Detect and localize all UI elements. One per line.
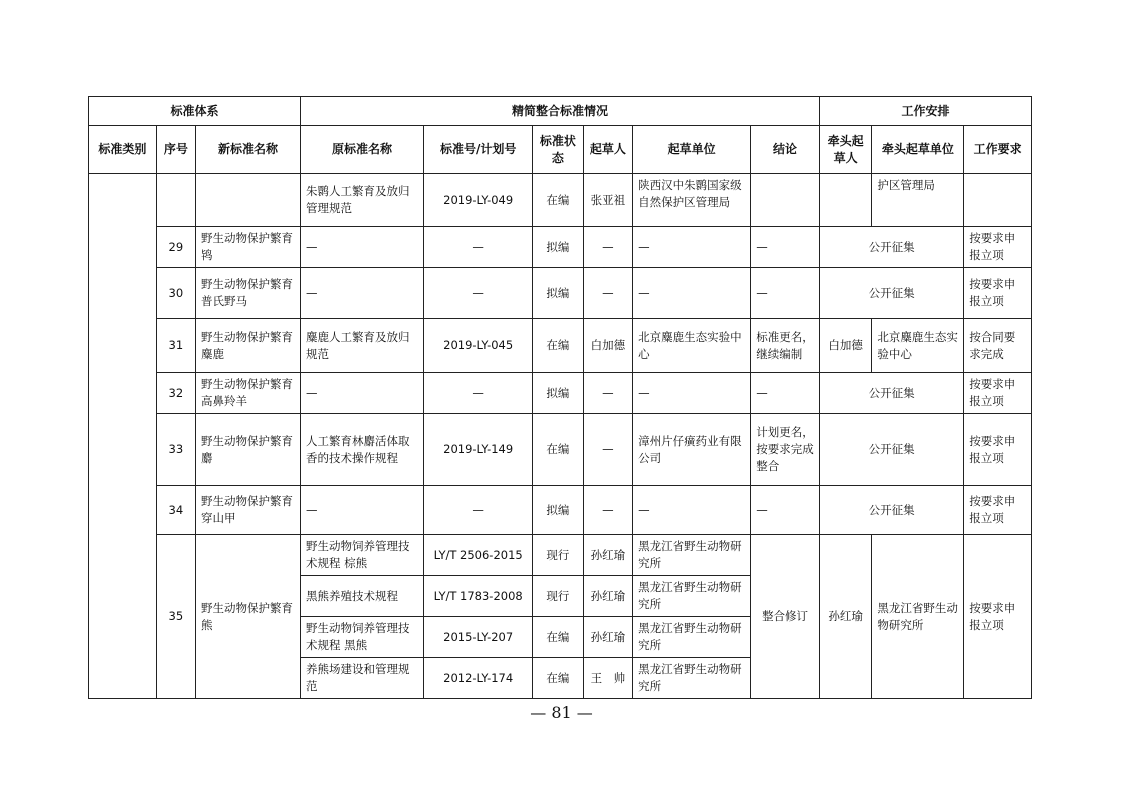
work-arrangement-cell: 公开征集	[819, 414, 963, 486]
header-new-name: 新标准名称	[196, 126, 301, 174]
status-cell: 在编	[533, 319, 583, 373]
table-row	[89, 535, 1032, 576]
drafter-unit-cell: 漳州片仔癀药业有限公司	[633, 414, 751, 486]
status-cell: 现行	[533, 576, 583, 617]
table-row	[89, 373, 1032, 414]
drafter-cell: —	[583, 268, 632, 319]
seq-cell: 32	[156, 373, 195, 414]
status-cell: 拟编	[533, 373, 583, 414]
std-no-cell: 2015-LY-207	[424, 617, 533, 658]
orig-name-cell: 黑熊养殖技术规程	[300, 576, 423, 617]
std-no-cell: 2012-LY-174	[424, 658, 533, 699]
header-seq: 序号	[156, 126, 195, 174]
standards-table	[88, 96, 1032, 699]
status-cell: 在编	[533, 414, 583, 486]
work-arrangement-cell: 公开征集	[819, 227, 963, 268]
drafter-unit-cell: 黑龙江省野生动物研究所	[633, 576, 751, 617]
new-name-cell: 野生动物保护繁育 普氏野马	[196, 268, 301, 319]
header-standard-system: 标准体系	[89, 97, 301, 126]
drafter-unit-cell: —	[633, 373, 751, 414]
status-cell: 在编	[533, 617, 583, 658]
seq-cell: 30	[156, 268, 195, 319]
status-cell: 在编	[533, 658, 583, 699]
drafter-cell: 王 帅	[583, 658, 632, 699]
drafter-cell: 孙红瑜	[583, 535, 632, 576]
header-lead-drafter: 牵头起草人	[819, 126, 871, 174]
work-arrangement-cell: 公开征集	[819, 373, 963, 414]
seq-cell: 34	[156, 486, 195, 535]
table-row	[89, 174, 1032, 227]
drafter-unit-cell: 黑龙江省野生动物研究所	[633, 535, 751, 576]
requirement-cell	[964, 174, 1032, 227]
header-drafter-unit: 起草单位	[633, 126, 751, 174]
conclusion-cell	[751, 174, 820, 227]
orig-name-cell: —	[300, 227, 423, 268]
new-name-cell: 野生动物保护繁育 鸨	[196, 227, 301, 268]
status-cell: 在编	[533, 174, 583, 227]
new-name-cell: 野生动物保护繁育 穿山甲	[196, 486, 301, 535]
orig-name-cell: —	[300, 373, 423, 414]
lead-unit-cell: 护区管理局	[872, 174, 964, 227]
header-integration-status: 精简整合标准情况	[300, 97, 819, 126]
drafter-cell: —	[583, 373, 632, 414]
header-std-no: 标准号/计划号	[424, 126, 533, 174]
conclusion-cell: 整合修订	[751, 535, 820, 699]
std-no-cell: —	[424, 486, 533, 535]
lead-unit-cell: 黑龙江省野生动物研究所	[872, 535, 964, 699]
orig-name-cell: 养熊场建设和管理规范	[300, 658, 423, 699]
conclusion-cell: —	[751, 486, 820, 535]
orig-name-cell: 野生动物饲养管理技术规程 棕熊	[300, 535, 423, 576]
seq-cell	[156, 174, 195, 227]
requirement-cell: 按要求申报立项	[964, 414, 1032, 486]
table-row	[89, 227, 1032, 268]
requirement-cell: 按要求申报立项	[964, 268, 1032, 319]
work-arrangement-cell: 公开征集	[819, 486, 963, 535]
header-row-2	[89, 126, 1032, 174]
conclusion-cell: —	[751, 268, 820, 319]
table-row	[89, 319, 1032, 373]
new-name-cell: 野生动物保护繁育 麋鹿	[196, 319, 301, 373]
lead-drafter-cell: 白加德	[819, 319, 871, 373]
table-row	[89, 268, 1032, 319]
category-cell	[89, 174, 157, 699]
seq-cell: 29	[156, 227, 195, 268]
table-row	[89, 414, 1032, 486]
requirement-cell: 按要求申报立项	[964, 486, 1032, 535]
drafter-cell: —	[583, 414, 632, 486]
orig-name-cell: —	[300, 268, 423, 319]
drafter-unit-cell: —	[633, 268, 751, 319]
orig-name-cell: 人工繁育林麝活体取香的技术操作规程	[300, 414, 423, 486]
header-status: 标准状态	[533, 126, 583, 174]
orig-name-cell: 朱鹮人工繁育及放归管理规范	[300, 174, 423, 227]
header-row-1	[89, 97, 1032, 126]
drafter-unit-cell: —	[633, 486, 751, 535]
seq-cell: 35	[156, 535, 195, 699]
drafter-cell: 孙红瑜	[583, 617, 632, 658]
conclusion-cell: 标准更名，继续编制	[751, 319, 820, 373]
requirement-cell: 按要求申报立项	[964, 535, 1032, 699]
std-no-cell: 2019-LY-149	[424, 414, 533, 486]
orig-name-cell: 麋鹿人工繁育及放归规范	[300, 319, 423, 373]
status-cell: 拟编	[533, 227, 583, 268]
header-lead-unit: 牵头起草单位	[872, 126, 964, 174]
orig-name-cell: 野生动物饲养管理技术规程 黑熊	[300, 617, 423, 658]
status-cell: 现行	[533, 535, 583, 576]
drafter-unit-cell: 黑龙江省野生动物研究所	[633, 617, 751, 658]
header-category: 标准类别	[89, 126, 157, 174]
conclusion-cell: —	[751, 227, 820, 268]
new-name-cell: 野生动物保护繁育 熊	[196, 535, 301, 699]
drafter-cell: 白加德	[583, 319, 632, 373]
status-cell: 拟编	[533, 268, 583, 319]
requirement-cell: 按要求申报立项	[964, 373, 1032, 414]
std-no-cell: LY/T 1783-2008	[424, 576, 533, 617]
header-requirement: 工作要求	[964, 126, 1032, 174]
std-no-cell: 2019-LY-045	[424, 319, 533, 373]
lead-unit-cell: 北京麋鹿生态实验中心	[872, 319, 964, 373]
page-number: — 81 —	[530, 703, 593, 722]
header-drafter: 起草人	[583, 126, 632, 174]
header-conclusion: 结论	[751, 126, 820, 174]
table-row	[89, 486, 1032, 535]
std-no-cell: LY/T 2506-2015	[424, 535, 533, 576]
orig-name-cell: —	[300, 486, 423, 535]
std-no-cell: —	[424, 227, 533, 268]
drafter-unit-cell: 北京麋鹿生态实验中心	[633, 319, 751, 373]
status-cell: 拟编	[533, 486, 583, 535]
std-no-cell: —	[424, 373, 533, 414]
new-name-cell: 野生动物保护繁育 高鼻羚羊	[196, 373, 301, 414]
std-no-cell: 2019-LY-049	[424, 174, 533, 227]
requirement-cell: 按合同要求完成	[964, 319, 1032, 373]
drafter-cell: —	[583, 486, 632, 535]
lead-drafter-cell: 孙红瑜	[819, 535, 871, 699]
new-name-cell	[196, 174, 301, 227]
drafter-unit-cell: 陕西汉中朱鹮国家级自然保护区管理局	[633, 174, 751, 227]
requirement-cell: 按要求申报立项	[964, 227, 1032, 268]
drafter-cell: 孙红瑜	[583, 576, 632, 617]
header-orig-name: 原标准名称	[300, 126, 423, 174]
conclusion-cell: —	[751, 373, 820, 414]
header-work-arrangement: 工作安排	[819, 97, 1031, 126]
drafter-cell: —	[583, 227, 632, 268]
new-name-cell: 野生动物保护繁育 麝	[196, 414, 301, 486]
drafter-unit-cell: 黑龙江省野生动物研究所	[633, 658, 751, 699]
work-arrangement-cell: 公开征集	[819, 268, 963, 319]
seq-cell: 33	[156, 414, 195, 486]
seq-cell: 31	[156, 319, 195, 373]
drafter-unit-cell: —	[633, 227, 751, 268]
conclusion-cell: 计划更名，按要求完成整合	[751, 414, 820, 486]
std-no-cell: —	[424, 268, 533, 319]
lead-drafter-cell	[819, 174, 871, 227]
drafter-cell: 张亚祖	[583, 174, 632, 227]
